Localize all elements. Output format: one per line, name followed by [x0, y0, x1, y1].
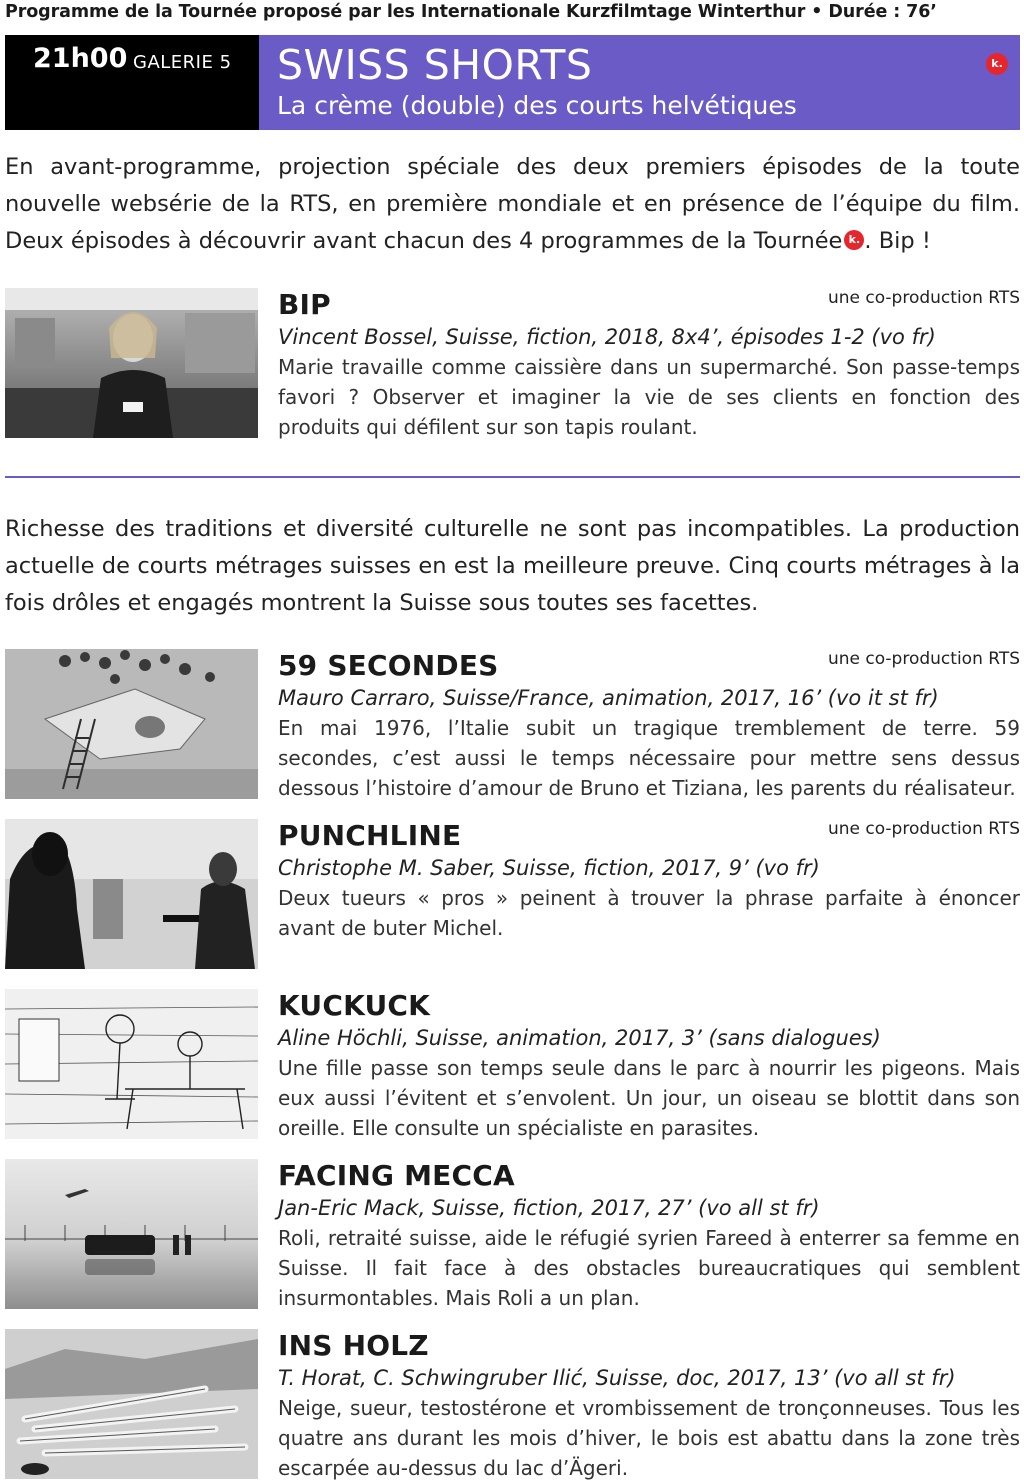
film-credits: Aline Höchli, Suisse, animation, 2017, 3’ (sans dialogues): [278, 1026, 881, 1050]
festival-logo-icon: k.: [844, 230, 864, 250]
film-description: Marie travaille comme caissière dans un supermarché. Son passe-temps favori ? Observer et imaginer la vie de ses clients en fonction des produits qui défilent sur son tapis roulant.: [278, 355, 1020, 439]
programme-info-line: Programme de la Tournée proposé par les Internationale Kurzfilmtage Winterthur • Durée : 76’: [5, 2, 937, 22]
film-credits: Vincent Bossel, Suisse, fiction, 2018, 8x4’, épisodes 1-2 (vo fr): [278, 325, 936, 349]
film-title: KUCKUCK: [278, 989, 431, 1022]
section-divider: [5, 476, 1020, 478]
film-credits: Mauro Carraro, Suisse/France, animation, 2017, 16’ (vo it st fr): [278, 686, 939, 710]
film-title: BIP: [278, 288, 331, 321]
film-title: FACING MECCA: [278, 1159, 515, 1192]
film-still-ins-holz: [5, 1329, 258, 1479]
film-description: Neige, sueur, testostérone et vrombissement de tronçonneuses. Tous les quatre ans durant les mois d’hiver, le bois est abattu dans la zone très escarpée au-dessus du lac d’Ägeri.: [278, 1396, 1020, 1480]
film-info-kuckuck: [278, 989, 1020, 1143]
film-description: Roli, retraité suisse, aide le réfugié syrien Fareed à enterrer sa femme en Suisse. Il fait face à des obstacles bureaucratiques qui semblent insurmontables. Mais Roli a un plan.: [278, 1226, 1020, 1310]
film-title: PUNCHLINE: [278, 819, 462, 852]
film-credits: Christophe M. Saber, Suisse, fiction, 2017, 9’ (vo fr): [278, 856, 820, 880]
coproduction-label: une co-production RTS: [827, 649, 1020, 669]
film-description: Une fille passe son temps seule dans le parc à nourrir les pigeons. Mais eux aussi l’évitent et s’envolent. Un jour, un oiseau se blottit dans son oreille. Elle consulte un spécialiste en parasites.: [278, 1056, 1020, 1140]
film-title: INS HOLZ: [278, 1329, 429, 1362]
festival-logo-icon: k.: [986, 53, 1008, 75]
venue-label: GALERIE 5: [133, 52, 232, 73]
intro-paragraph: [5, 149, 1020, 260]
film-still-punchline: [5, 819, 258, 969]
film-still-59-secondes: [5, 649, 258, 799]
program-title: SWISS SHORTS: [277, 41, 593, 89]
film-still-facing-mecca: [5, 1159, 258, 1309]
time-block: [5, 35, 259, 130]
film-info-punchline: [278, 819, 1020, 943]
section-intro-paragraph: Richesse des traditions et diversité culturelle ne sont pas incompatibles. La production actuelle de courts métrages suisses en est la meilleure preuve. Cinq courts métrages à la fois drôles et engagés montrent la Suisse sous toutes ses facettes.: [5, 516, 1020, 616]
program-header: [5, 35, 1020, 130]
screening-time: 21h00: [33, 43, 128, 74]
film-credits: Jan-Eric Mack, Suisse, fiction, 2017, 27’ (vo all st fr): [278, 1196, 820, 1220]
film-title: 59 SECONDES: [278, 649, 499, 682]
film-still-kuckuck: [5, 989, 258, 1139]
intro-tail: . Bip !: [864, 228, 931, 254]
film-info-ins-holz: [278, 1329, 1020, 1483]
film-description: En mai 1976, l’Italie subit un tragique tremblement de terre. 59 secondes, c’est aussi le temps nécessaire pour mettre sens dessus dessous l’histoire d’amour de Bruno et Tiziana, les parents du réalisateur.: [278, 716, 1020, 800]
film-description: Deux tueurs « pros » peinent à trouver la phrase parfaite à énoncer avant de buter Michel.: [278, 886, 1020, 940]
film-credits: T. Horat, C. Schwingruber Ilić, Suisse, doc, 2017, 13’ (vo all st fr): [278, 1366, 956, 1390]
coproduction-label: une co-production RTS: [827, 819, 1020, 839]
coproduction-label: une co-production RTS: [827, 288, 1020, 308]
film-info-bip: [278, 288, 1020, 442]
film-info-facing-mecca: [278, 1159, 1020, 1313]
intro-text: En avant-programme, projection spéciale des deux premiers épisodes de la toute nouvelle websérie de la RTS, en première mondiale et en présence de l’équipe du film. Deux épisodes à découvrir avant chacun des 4 programmes de la Tournée: [5, 154, 1020, 254]
film-info-59-secondes: [278, 649, 1020, 803]
program-subtitle: La crème (double) des courts helvétiques: [277, 91, 797, 120]
film-still-bip: [5, 288, 258, 438]
title-block: [259, 35, 1020, 130]
